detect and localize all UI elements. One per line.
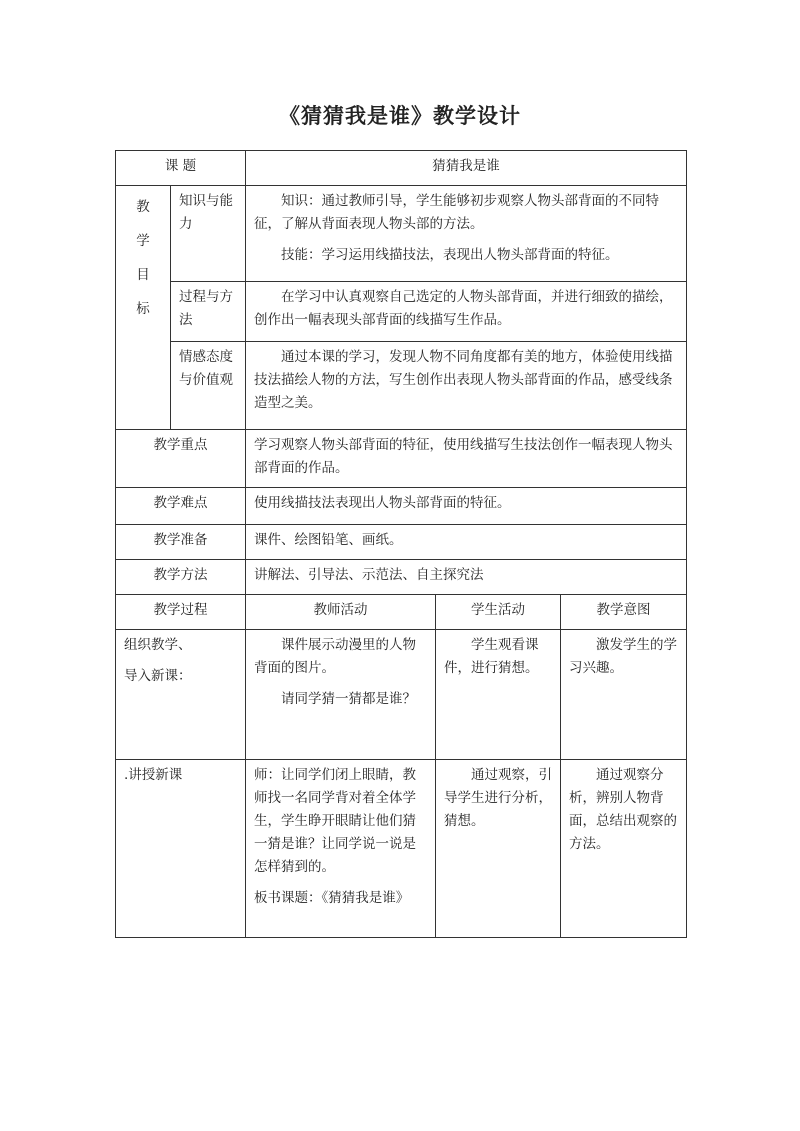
preparation-row [116, 525, 687, 560]
header-intent: 教学意图 [561, 595, 687, 630]
teacher-activity [246, 630, 436, 760]
difficulty-label: 教学难点 [116, 488, 246, 525]
goals-label-char: 教 [136, 199, 150, 215]
stage-row [116, 760, 687, 938]
preparation-value: 课件、绘图铅笔、画纸。 [246, 525, 687, 560]
stage-name-line: 导入新课： [124, 668, 192, 684]
emotion-text-content: 通过本课的学习，发现人物不同角度都有美的地方，体验使用线描技法描绘人物的方法，写生创作出表现人物头部背面的作品，感受线条造型之美。 [254, 349, 673, 411]
goals-label-char: 目 [136, 267, 150, 283]
stage-row [116, 630, 687, 760]
process-text-content: 在学习中认真观察自己选定的人物头部背面，并进行细致的描绘，创作出一幅表现头部背面的线描写生作品。 [254, 289, 673, 328]
difficulty-value: 使用线描技法表现出人物头部背面的特征。 [246, 488, 687, 525]
emotion-label: 情感态度与价值观 [171, 342, 246, 430]
knowledge-text [246, 186, 687, 282]
stage-name [116, 630, 246, 760]
difficulty-row [116, 488, 687, 525]
header-student: 学生活动 [436, 595, 561, 630]
teacher-activity [246, 760, 436, 938]
teaching-intent [561, 630, 687, 760]
goal-knowledge-row [116, 186, 687, 282]
teaching-intent-text: 激发学生的学习兴趣。 [569, 637, 678, 676]
header-teacher: 教师活动 [246, 595, 436, 630]
student-activity [436, 630, 561, 760]
goals-label-char: 标 [136, 301, 150, 317]
emotion-text [246, 342, 687, 430]
process-header-row [116, 595, 687, 630]
method-row [116, 560, 687, 595]
stage-name-line: .讲授新课 [124, 767, 183, 783]
process-text [246, 282, 687, 342]
teacher-activity-p2: 请同学猜一猜都是谁？ [281, 691, 417, 707]
knowledge-label: 知识与能力 [171, 186, 246, 282]
teacher-activity-p2: 板书课题：《猜猜我是谁》 [254, 890, 410, 906]
student-activity-text: 学生观看课件，进行猜想。 [444, 637, 539, 676]
method-value: 讲解法、引导法、示范法、自主探究法 [246, 560, 687, 595]
knowledge-text-1: 知识：通过教师引导，学生能够初步观察人物头部背面的不同特征，了解从背面表现人物头部的方法。 [254, 193, 660, 232]
teaching-intent-text: 通过观察分析，辨别人物背面，总结出观察的方法。 [569, 767, 678, 852]
topic-label: 课 题 [116, 151, 246, 186]
student-activity [436, 760, 561, 938]
process-label: 过程与方法 [171, 282, 246, 342]
preparation-label: 教学准备 [116, 525, 246, 560]
key-point-row [116, 430, 687, 488]
teacher-activity-p1: 师：让同学们闭上眼睛，教师找一名同学背对着全体学生，学生睁开眼睛让他们猜一猜是谁？让同学说一说是怎样猜到的。 [254, 767, 417, 875]
key-point-label: 教学重点 [116, 430, 246, 488]
topic-row [116, 151, 687, 186]
goals-label [116, 186, 171, 430]
teaching-intent [561, 760, 687, 938]
key-point-value: 学习观察人物头部背面的特征，使用线描写生技法创作一幅表现人物头部背面的作品。 [246, 430, 687, 488]
header-stage: 教学过程 [116, 595, 246, 630]
method-label: 教学方法 [116, 560, 246, 595]
stage-name [116, 760, 246, 938]
teacher-activity-p1: 课件展示动漫里的人物背面的图片。 [254, 637, 417, 676]
student-activity-text: 通过观察，引导学生进行分析，猜想。 [444, 767, 553, 829]
goal-emotion-row [116, 342, 687, 430]
page-title: 《猜猜我是谁》教学设计 [279, 104, 521, 128]
stage-name-line: 组织教学、 [124, 637, 192, 653]
knowledge-text-2: 技能：学习运用线描技法，表现出人物头部背面的特征。 [281, 247, 619, 263]
topic-value: 猜猜我是谁 [246, 151, 687, 186]
lesson-plan-table [115, 150, 687, 938]
goal-process-row [116, 282, 687, 342]
goals-label-char: 学 [136, 233, 150, 249]
